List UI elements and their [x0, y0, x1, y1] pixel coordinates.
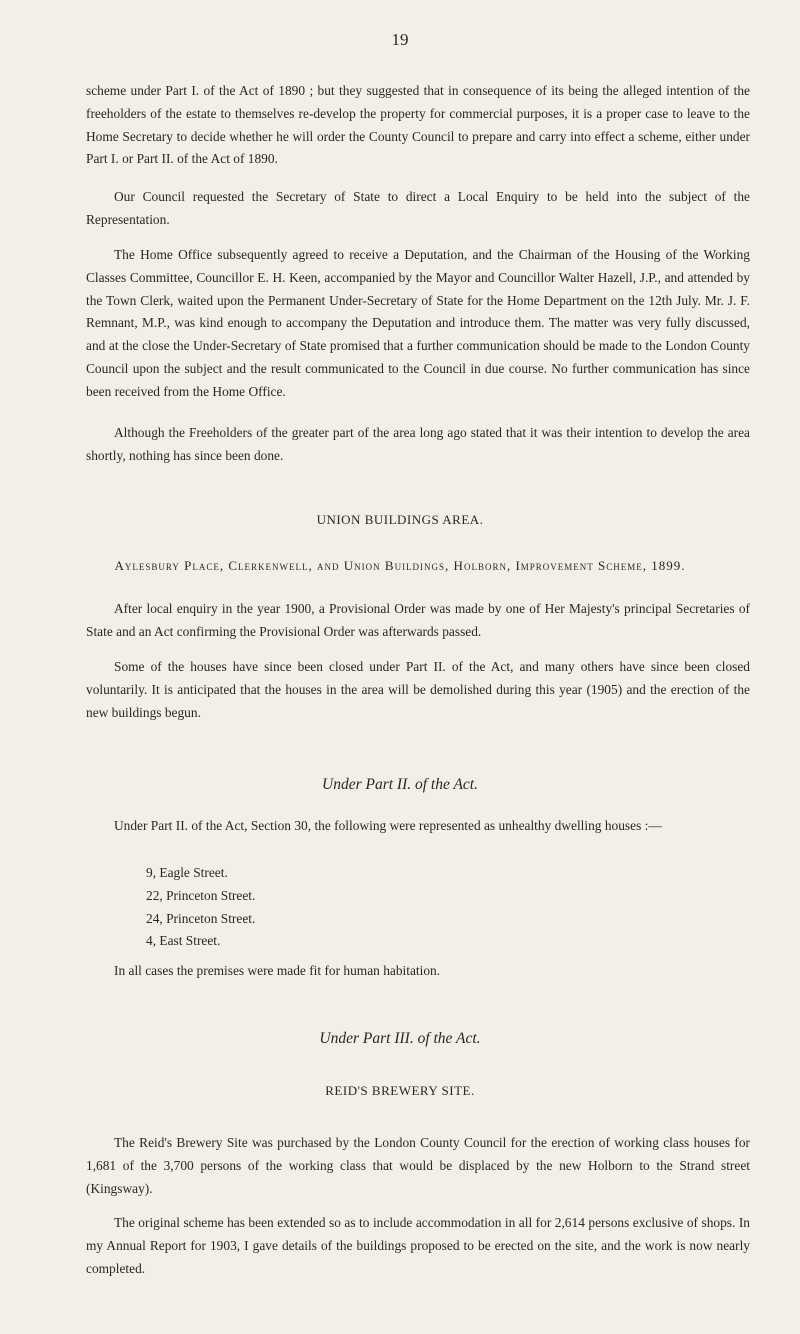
heading-union-buildings-area: UNION BUILDINGS AREA.	[316, 512, 484, 527]
paragraph-council-request: Our Council requested the Secretary of State to direct a Local Enquiry to be held into the subject of the Representation.	[86, 189, 750, 227]
list-item: 24, Princeton Street.	[146, 910, 256, 926]
heading-part-two: Under Part II. of the Act.	[322, 776, 478, 793]
paragraph-section-30: Under Part II. of the Act, Section 30, the following were represented as unhealthy dwelling houses :—	[114, 818, 662, 833]
list-item: 22, Princeton Street.	[146, 887, 256, 903]
heading-improvement-scheme: Aylesbury Place, Clerkenwell, and Union Buildings, Holborn, Improvement Scheme, 1899.	[114, 558, 686, 573]
paragraph-habitation: In all cases the premises were made fit for human habitation.	[114, 963, 441, 978]
paragraph-brewery-site: The Reid's Brewery Site was purchased by the London County Council for the erection of working class houses for 1,681 of the 3,700 persons of the working class that would be displaced by the new Holborn to the Strand street (Kingsway).	[86, 1135, 750, 1196]
paragraph-houses-closed: Some of the houses have since been closed under Part II. of the Act, and many others have since been closed voluntarily. It is anticipated that the houses in the area will be demolished during this year (1905) and the erection of the new buildings begun.	[86, 659, 750, 720]
paragraph-scheme: scheme under Part I. of the Act of 1890 ; but they suggested that in consequence of its being the alleged intention of the freeholders of the estate to themselves re-develop the property for commercial purposes, it is a proper case to leave to the Home Secretary to decide whether he will order the County Council to prepare and carry into effect a scheme, either under Part I. or Part II. of the Act of 1890.	[86, 83, 750, 167]
paragraph-deputation: The Home Office subsequently agreed to receive a Deputation, and the Chairman of the Housing of the Working Classes Committee, Councillor E. H. Keen, accompanied by the Mayor and Councillor Walter Hazell, J.P., and attended by the Town Clerk, waited upon the Permanent Under-Secretary of State for the Home Department on the 12th July. Mr. J. F. Remnant, M.P., was kind enough to accompany the Deputation and introduce them. The matter was very fully discussed, and at the close the Under-Secretary of State promised that a further communication should be made to the London County Council upon the subject and the result communicated to the Council in due course. No further communication has since been received from the Home Office.	[86, 247, 750, 399]
heading-reids-brewery: REID'S BREWERY SITE.	[325, 1083, 475, 1098]
heading-part-three: Under Part III. of the Act.	[319, 1030, 481, 1047]
page-number: 19	[391, 30, 409, 49]
list-item: 9, Eagle Street.	[146, 865, 228, 880]
paragraph-freeholders: Although the Freeholders of the greater part of the area long ago stated that it was their intention to develop the area shortly, nothing has since been done.	[86, 425, 750, 463]
list-item: 4, East Street.	[146, 933, 221, 949]
paragraph-original-scheme: The original scheme has been extended so as to include accommodation in all for 2,614 persons exclusive of shops. In my Annual Report for 1903, I gave details of the buildings proposed to be erected on the site, and the work is now nearly completed.	[86, 1215, 750, 1276]
house-list	[146, 862, 255, 953]
paragraph-provisional-order: After local enquiry in the year 1900, a Provisional Order was made by one of Her Majesty's principal Secretaries of State and an Act confirming the Provisional Order was afterwards passed.	[86, 601, 750, 639]
